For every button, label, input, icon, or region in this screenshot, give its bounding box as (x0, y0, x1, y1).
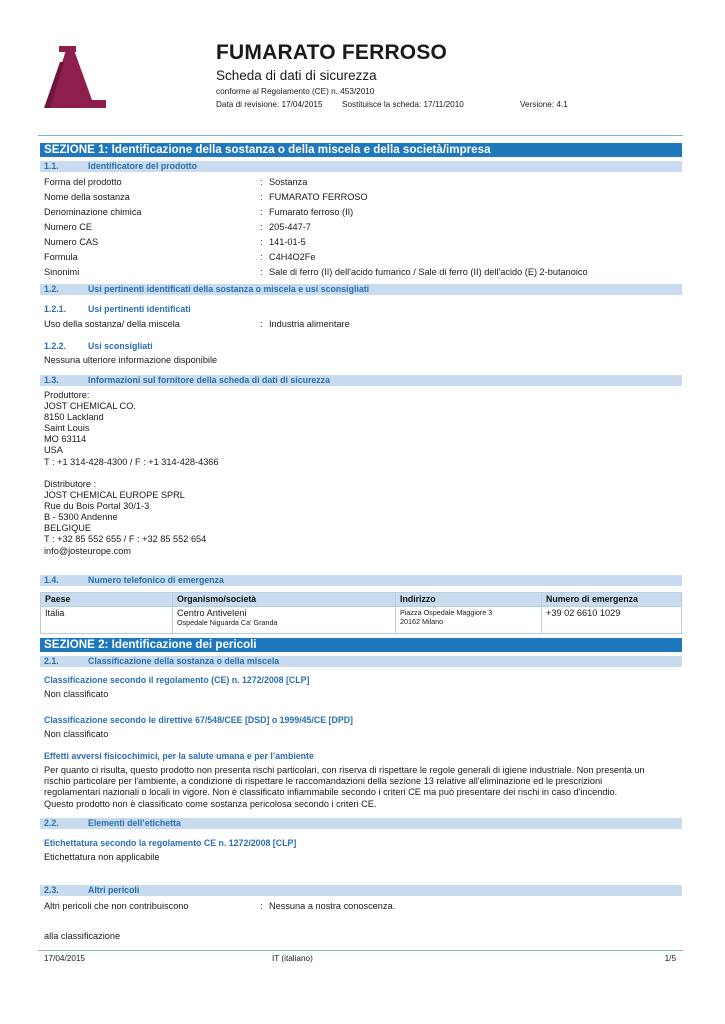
section-1-heading: SEZIONE 1: Identificazione della sostanza o della miscela e della società/impresa (40, 143, 682, 157)
dsd-value: Non classificato (44, 729, 109, 739)
subsection-number: 2.3. (44, 885, 59, 895)
address-cell (396, 607, 542, 634)
document-title: FUMARATO FERROSO (216, 41, 448, 64)
field-label: Numero CE (44, 222, 92, 232)
subsection-title: Elementi dell’etichetta (88, 818, 181, 828)
producer-phone: T : +1 314-428-4300 / F : +1 314-428-4366 (44, 456, 219, 467)
field-value: 205-447-7 (269, 222, 311, 232)
subsection-1-4 (40, 575, 682, 586)
label-heading: Etichettatura secondo la regolamento CE n. 1272/2008 [CLP] (44, 838, 297, 848)
field-colon: : (260, 222, 263, 232)
producer-line: Saint Louis (44, 423, 90, 434)
footer-page-number: 1/5 (664, 954, 676, 963)
field-value: Fumarato ferroso (II) (269, 207, 354, 217)
emergency-phone-cell: +39 02 6610 1029 (542, 607, 682, 634)
producer-line: USA (44, 445, 63, 456)
other-hazards-label-continued: alla classificazione (44, 931, 121, 941)
field-label: Forma del prodotto (44, 177, 122, 187)
revision-date: Data di revisione: 17/04/2015 (216, 100, 323, 109)
column-header: Indirizzo (396, 593, 542, 607)
subsection-title: Classificazione della sostanza o della miscela (88, 656, 280, 666)
field-label: Formula (44, 252, 78, 262)
field-value: 141-01-5 (269, 237, 306, 247)
subsection-1-2-1-title: Usi pertinenti identificati (88, 304, 191, 314)
regulation-text: conforme al Regolamento (CE) n. 453/2010 (216, 87, 375, 96)
column-header: Paese (41, 593, 173, 607)
section-2-heading: SEZIONE 2: Identificazione dei pericoli (40, 638, 682, 652)
subsection-number: 1.2. (44, 284, 59, 294)
field-row (44, 176, 684, 188)
field-value: FUMARATO FERROSO (269, 192, 368, 202)
column-header: Organismo/società (173, 593, 396, 607)
subsection-1-2-2-title: Usi sconsigliati (88, 341, 153, 351)
field-row (44, 206, 684, 218)
effects-line: Per quanto ci risulta, questo prodotto non presenta rischi particolari, con riserva di rispettare le regole generali di igiene industriale. Non presenta un (44, 765, 645, 775)
address-line: Piazza Ospedale Maggiore 3 (400, 608, 493, 617)
label-value: Etichettatura non applicabile (44, 852, 160, 862)
column-header: Numero di emergenza (542, 593, 682, 607)
field-colon: : (260, 901, 263, 911)
country-cell: Italia (41, 607, 173, 634)
effects-paragraph (44, 765, 684, 810)
organization-subname: Ospedale Niguarda Ca' Granda (177, 618, 278, 627)
table-header-row (41, 593, 682, 607)
field-value: C4H4O2Fe (269, 252, 316, 262)
producer-line: JOST CHEMICAL CO. (44, 401, 136, 412)
address-line: 20162 Milano (400, 617, 444, 626)
table-row (41, 607, 682, 634)
distributor-line: BELGIQUE (44, 523, 91, 534)
field-colon: : (260, 207, 263, 217)
distributor-email: info@josteurope.com (44, 545, 131, 556)
field-row (44, 236, 684, 248)
clp-value: Non classificato (44, 689, 109, 699)
field-row (44, 191, 684, 203)
footer-date: 17/04/2015 (44, 954, 85, 963)
subsection-1-1 (40, 161, 682, 172)
header-divider (38, 135, 683, 136)
subsection-2-1 (40, 656, 682, 667)
effects-line: regolamentari nazionali o locali in vigore. Non è classificato infiammabile secondo i criteri CE ma può presentare dei rischi in caso d'incendio. (44, 787, 618, 798)
field-colon: : (260, 267, 263, 277)
replaces-date: Sostituisce la scheda: 17/11/2010 (342, 100, 464, 109)
field-colon: : (260, 237, 263, 247)
distributor-phone: T : +32 85 552 655 / F : +32 85 552 654 (44, 534, 207, 545)
subsection-number: 1.3. (44, 375, 59, 385)
producer-block (44, 390, 219, 468)
field-value: Sale di ferro (II) dell'acido fumarico / Sale di ferro (II) dell'acido (E) 2-butanoico (269, 267, 588, 277)
field-row (44, 266, 684, 278)
effects-line: Questo prodotto non è classificato come sostanza pericolosa secondo i criteri CE. (44, 798, 377, 809)
effects-heading: Effetti avversi fisicochimici, per la salute umana e per l’ambiente (44, 751, 314, 761)
subsection-2-2 (40, 818, 682, 829)
field-label: Numero CAS (44, 237, 99, 247)
use-row (44, 318, 684, 330)
field-row (44, 221, 684, 233)
field-label: Nome della sostanza (44, 192, 130, 202)
subsection-title: Numero telefonico di emergenza (88, 575, 224, 585)
producer-line: 8150 Lackland (44, 412, 104, 423)
distributor-block (44, 479, 206, 557)
subsection-title: Informazioni sul fornitore della scheda di dati di sicurezza (88, 375, 330, 385)
subsection-number: 1.1. (44, 161, 59, 171)
footer-divider (38, 950, 683, 951)
field-colon: : (260, 192, 263, 202)
distributor-line: B - 5300 Andenne (44, 512, 118, 523)
field-row (44, 251, 684, 263)
document-subtitle: Scheda di dati di sicurezza (216, 68, 377, 83)
subsection-number: 2.2. (44, 818, 59, 828)
subsection-2-3 (40, 885, 682, 896)
no-info-text: Nessuna ulteriore informazione disponibile (44, 355, 218, 365)
version-text: Versione: 4.1 (520, 100, 568, 109)
field-value: Sostanza (269, 177, 308, 187)
field-label: Denominazione chimica (44, 207, 142, 217)
organization-cell (173, 607, 396, 634)
page-footer (44, 954, 680, 966)
producer-line: Produttore: (44, 390, 90, 400)
use-label: Uso della sostanza/ della miscela (44, 319, 180, 329)
effects-line: rischio particolare per l'ambiente, a condizione di rispettare le raccomandazioni della sezione 13 relative all'eliminazione ed le prescrizioni (44, 776, 603, 787)
distributor-line: Rue du Bois Portal 30/1-3 (44, 501, 150, 512)
subsection-1-2-2-number: 1.2.2. (44, 341, 67, 351)
subsection-1-3 (40, 375, 682, 386)
subsection-1-2 (40, 284, 682, 295)
other-hazards-row (44, 900, 684, 912)
company-logo (40, 38, 106, 108)
distributor-line: JOST CHEMICAL EUROPE SPRL (44, 490, 185, 501)
emergency-table (40, 592, 682, 634)
subsection-1-2-1-number: 1.2.1. (44, 304, 67, 314)
subsection-title: Usi pertinenti identificati della sostanza o miscela e usi sconsigliati (88, 284, 370, 294)
field-colon: : (260, 319, 263, 329)
use-value: Industria alimentare (269, 319, 350, 329)
dsd-heading: Classificazione secondo le direttive 67/548/CEE [DSD] o 1999/45/CE [DPD] (44, 715, 353, 725)
subsection-title: Identificatore del prodotto (88, 161, 197, 171)
other-hazards-value: Nessuna a nostra conoscenza. (269, 901, 396, 911)
clp-heading: Classificazione secondo il regolamento (CE) n. 1272/2008 [CLP] (44, 675, 310, 685)
footer-language: IT (italiano) (272, 954, 313, 963)
producer-line: MO 63114 (44, 434, 87, 445)
organization-name: Centro Antiveleni (177, 608, 247, 618)
subsection-title: Altri pericoli (88, 885, 140, 895)
field-label: Sinonimi (44, 267, 80, 277)
field-colon: : (260, 177, 263, 187)
distributor-line: Distributore : (44, 479, 97, 489)
other-hazards-label: Altri pericoli che non contribuiscono (44, 901, 189, 911)
subsection-number: 1.4. (44, 575, 59, 585)
field-colon: : (260, 252, 263, 262)
subsection-number: 2.1. (44, 656, 59, 666)
